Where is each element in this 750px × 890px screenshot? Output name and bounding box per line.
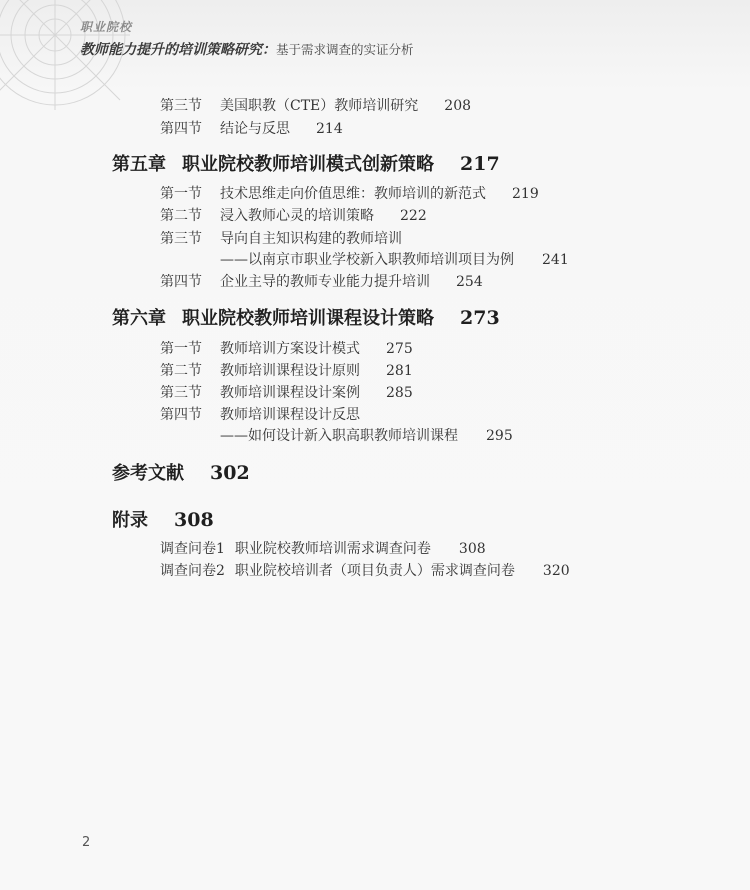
page-number: 214 bbox=[316, 121, 343, 137]
section-label: 第四节 bbox=[160, 274, 202, 290]
references-page: 302 bbox=[210, 462, 250, 484]
section-title: 技术思维走向价值思维：教师培训的新范式 bbox=[220, 186, 486, 202]
chapter-page: 273 bbox=[460, 307, 500, 329]
page-number-footer: 2 bbox=[82, 835, 91, 850]
toc-entry bbox=[160, 118, 343, 138]
page-number: 222 bbox=[400, 208, 427, 224]
page-number: 275 bbox=[386, 341, 413, 357]
page-number: 208 bbox=[444, 98, 472, 114]
chapter-heading bbox=[112, 304, 500, 330]
section-label: 第一节 bbox=[160, 186, 202, 202]
section-label: 第一节 bbox=[160, 341, 202, 357]
references-title: 参考文献 bbox=[112, 463, 184, 484]
series-name: 职业院校 bbox=[80, 20, 133, 34]
chapter-label: 第五章 bbox=[112, 154, 166, 175]
appendix-page: 308 bbox=[174, 509, 214, 531]
appendix-entry bbox=[160, 560, 570, 580]
toc-entry bbox=[160, 338, 413, 358]
section-title: 结论与反思 bbox=[220, 121, 290, 137]
section-label: 第三节 bbox=[160, 385, 202, 401]
appendix-entry bbox=[160, 538, 486, 558]
page-number: 295 bbox=[486, 428, 513, 444]
book-title-sub: 基于需求调查的实证分析 bbox=[276, 42, 414, 57]
page-number: 281 bbox=[386, 363, 413, 379]
section-subtitle: ——如何设计新入职高职教师培训课程 bbox=[220, 428, 458, 444]
chapter-heading bbox=[112, 150, 500, 176]
toc-entry bbox=[160, 404, 360, 424]
chapter-label: 第六章 bbox=[112, 308, 166, 329]
appendix-item-title: 职业院校教师培训需求调查问卷 bbox=[234, 541, 431, 557]
book-title bbox=[80, 39, 414, 59]
appendix-title: 附录 bbox=[112, 510, 148, 531]
section-title: 教师培训课程设计反思 bbox=[220, 407, 360, 423]
toc-entry bbox=[160, 228, 402, 248]
running-header bbox=[80, 18, 414, 59]
section-label: 第三节 bbox=[160, 98, 202, 114]
page-number: 241 bbox=[542, 252, 569, 268]
page-number: 285 bbox=[386, 385, 413, 401]
appendix-item-label: 调查问卷2 bbox=[160, 563, 225, 579]
page-number: 254 bbox=[456, 274, 483, 290]
section-title: 教师培训课程设计原则 bbox=[220, 363, 360, 379]
page-number: 320 bbox=[542, 563, 570, 579]
section-title: 浸入教师心灵的培训策略 bbox=[220, 208, 374, 224]
section-label: 第二节 bbox=[160, 208, 202, 224]
toc-entry bbox=[160, 95, 471, 115]
appendix-item-label: 调查问卷1 bbox=[160, 541, 225, 557]
toc-entry bbox=[160, 183, 539, 203]
chapter-title: 职业院校教师培训模式创新策略 bbox=[182, 154, 434, 175]
section-label: 第三节 bbox=[160, 231, 202, 247]
chapter-title: 职业院校教师培训课程设计策略 bbox=[182, 308, 434, 329]
section-title: 教师培训方案设计模式 bbox=[220, 341, 360, 357]
appendix-heading bbox=[112, 506, 214, 532]
section-title: 导向自主知识构建的教师培训 bbox=[220, 231, 402, 247]
appendix-item-title: 职业院校培训者（项目负责人）需求调查问卷 bbox=[234, 563, 515, 579]
section-label: 第四节 bbox=[160, 407, 202, 423]
section-subtitle: ——以南京市职业学校新入职教师培训项目为例 bbox=[220, 252, 514, 268]
section-title: 教师培训课程设计案例 bbox=[220, 385, 360, 401]
toc-entry bbox=[160, 205, 427, 225]
references-heading bbox=[112, 459, 250, 485]
section-title: 企业主导的教师专业能力提升培训 bbox=[220, 274, 430, 290]
section-label: 第二节 bbox=[160, 363, 202, 379]
chapter-page: 217 bbox=[460, 153, 500, 175]
toc-entry-continuation bbox=[220, 249, 569, 269]
toc-entry bbox=[160, 382, 413, 402]
section-label: 第四节 bbox=[160, 121, 202, 137]
book-title-main: 教师能力提升的培训策略研究： bbox=[80, 42, 276, 58]
toc-entry bbox=[160, 360, 413, 380]
page-number: 219 bbox=[512, 186, 539, 202]
section-title: 美国职教（CTE）教师培训研究 bbox=[220, 98, 419, 114]
page-number: 308 bbox=[458, 541, 486, 557]
toc-entry bbox=[160, 271, 483, 291]
toc-entry-continuation bbox=[220, 425, 513, 445]
